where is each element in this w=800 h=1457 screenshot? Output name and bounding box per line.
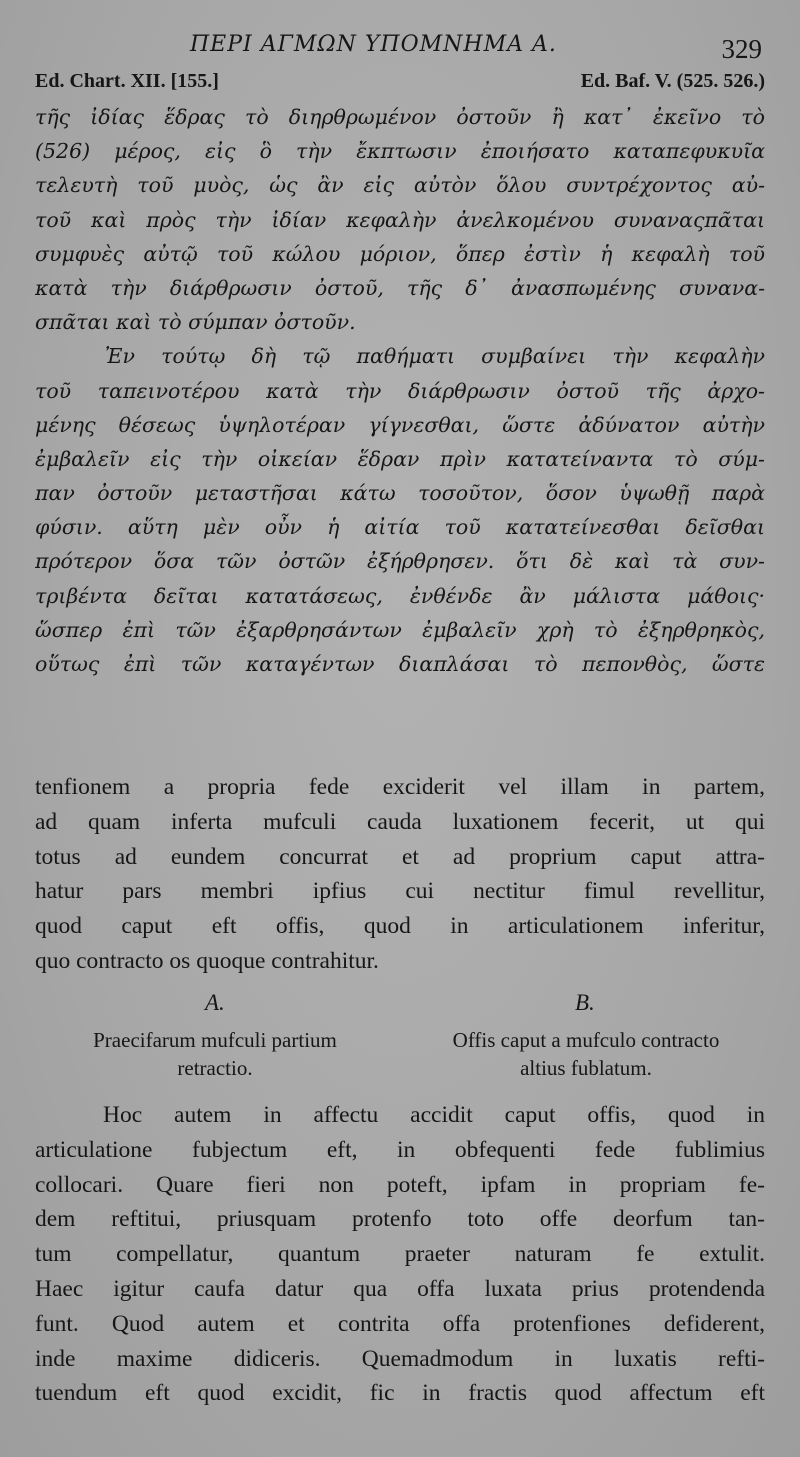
latin-line: tenfionem a propria fede exciderit vel illam in partem, [35,774,765,800]
latin-line: ad quam inferta mufculi cauda luxationem fecerit, ut qui [35,808,765,835]
latin-line: tuendum eft quod excidit, fic in fractis quod affectum eft [35,1380,765,1407]
latin-line: totus ad eundem concurrat et ad proprium caput attra- [35,843,765,870]
latin-line: quo contracto os quoque contrahitur. [35,947,379,974]
caption-line: Offis caput a mufculo contracto [452,1028,720,1052]
latin-line: dem reftitui, priusquam protenfo toto offe deorfum tan- [35,1206,765,1233]
latin-line: inde maxime didiceris. Quemadmodum in luxatis refti- [35,1345,765,1372]
greek-line: ἐμβαλεῖν εἰς τὴν οἰκείαν ἕδραν πρὶν κατατείναντα τὸ σύμ- [35,446,765,471]
page-number: 329 [721,34,762,64]
greek-line: κατὰ τὴν διάρθρωσιν ὀστοῦ, τῆς δ᾽ ἀνασπωμένης συνανα- [35,275,765,300]
running-head [0,30,800,70]
greek-line: ὥσπερ ἐπὶ τῶν ἐξαρθρησάντων ἐμβαλεῖν χρὴ τὸ ἐξηρθρηκὸς, [35,617,765,642]
latin-line: collocari. Quare fieri non poteft, ipfam in propriam fe- [35,1171,765,1198]
edition-basel-reference: Ed. Baf. V. (525. 526.) [580,70,765,92]
latin-line: hatur pars membri ipfius cui nectitur fimul revellitur, [35,878,765,905]
greek-text-block [35,100,765,681]
greek-line: παν ὀστοῦν μεταστῆσαι κάτω τοσοῦτον, ὅσον ὑψωθῇ παρὰ [35,481,765,506]
greek-line: πρότερον ὅσα τῶν ὀστῶν ἐξήρθρησεν. ὅτι δὲ καὶ τὰ συν- [35,549,765,574]
latin-line: Hoc autem in affectu accidit caput offis, quod in [103,1102,765,1128]
latin-text-block-2 [35,1098,765,1411]
latin-text-block [35,770,765,979]
caption-line: Praecifarum mufculi partium [93,1028,337,1052]
greek-line: μένης θέσεως ὑψηλοτέραν γίγνεσθαι, ὥστε ἀδύνατον αὐτὴν [35,412,765,437]
figure-captions [35,990,765,1085]
greek-line: τῆς ἰδίας ἕδρας τὸ διηρθρωμένον ὀστοῦν ἢ κατ᾽ ἐκεῖνο τὸ [35,105,765,129]
latin-line: articulatione fubjectum eft, in obfequenti fede fublimius [35,1136,765,1163]
figure-label-a: A. [205,990,225,1015]
greek-line: φύσιν. αὕτη μὲν οὖν ἡ αἰτία τοῦ κατατείνεσθαι δεῖσθαι [35,515,765,540]
greek-line: συμφυὲς αὐτῷ τοῦ κώλου μόριον, ὅπερ ἐστὶν ἡ κεφαλὴ τοῦ [35,241,765,266]
greek-line: τελευτὴ τοῦ μυὸς, ὡς ἂν εἰς αὐτὸν ὅλου συντρέχοντος αὐ- [35,173,765,198]
figure-label-b: B. [575,990,595,1015]
running-title: ΠΕΡΙ ΑΓΜΩΝ ΥΠΟΜΝΗΜΑ Α. [190,32,557,57]
greek-line: τριβέντα δεῖται κατατάσεως, ἐνθένδε ἂν μάλιστα μάθοις· [35,583,765,608]
edition-chart-reference: Ed. Chart. XII. [155.] [35,70,219,92]
edition-reference-line [35,70,765,100]
figure-caption-a [35,1026,395,1082]
greek-line: σπᾶται καὶ τὸ σύμπαν ὀστοῦν. [35,310,356,335]
figure-caption-b [407,1026,765,1082]
caption-line: altius fublatum. [520,1056,652,1080]
latin-line: funt. Quod autem et contrita offa protenfiones defiderent, [35,1310,765,1337]
greek-line: Ἐν τούτῳ δὴ τῷ παθήματι συμβαίνει τὴν κεφαλὴν [105,344,765,369]
latin-line: Haec igitur caufa datur qua offa luxata prius protendenda [35,1275,765,1302]
latin-line: tum compellatur, quantum praeter naturam fe extulit. [35,1241,765,1268]
greek-line: (526) μέρος, εἰς ὃ τὴν ἔκπτωσιν ἐποιήσατο καταπεφυκυῖα [35,139,765,164]
caption-line: retractio. [177,1056,253,1080]
latin-line: quod caput eft offis, quod in articulationem inferitur, [35,913,765,940]
greek-line: τοῦ ταπεινοτέρου κατὰ τὴν διάρθρωσιν ὀστοῦ τῆς ἀρχο- [35,378,765,403]
greek-line: τοῦ καὶ πρὸς τὴν ἰδίαν κεφαλὴν ἀνελκομένου συναναςπᾶται [35,207,765,232]
greek-line: οὕτως ἐπὶ τῶν καταγέντων διαπλάσαι τὸ πεπονθὸς, ὥστε [35,652,765,676]
